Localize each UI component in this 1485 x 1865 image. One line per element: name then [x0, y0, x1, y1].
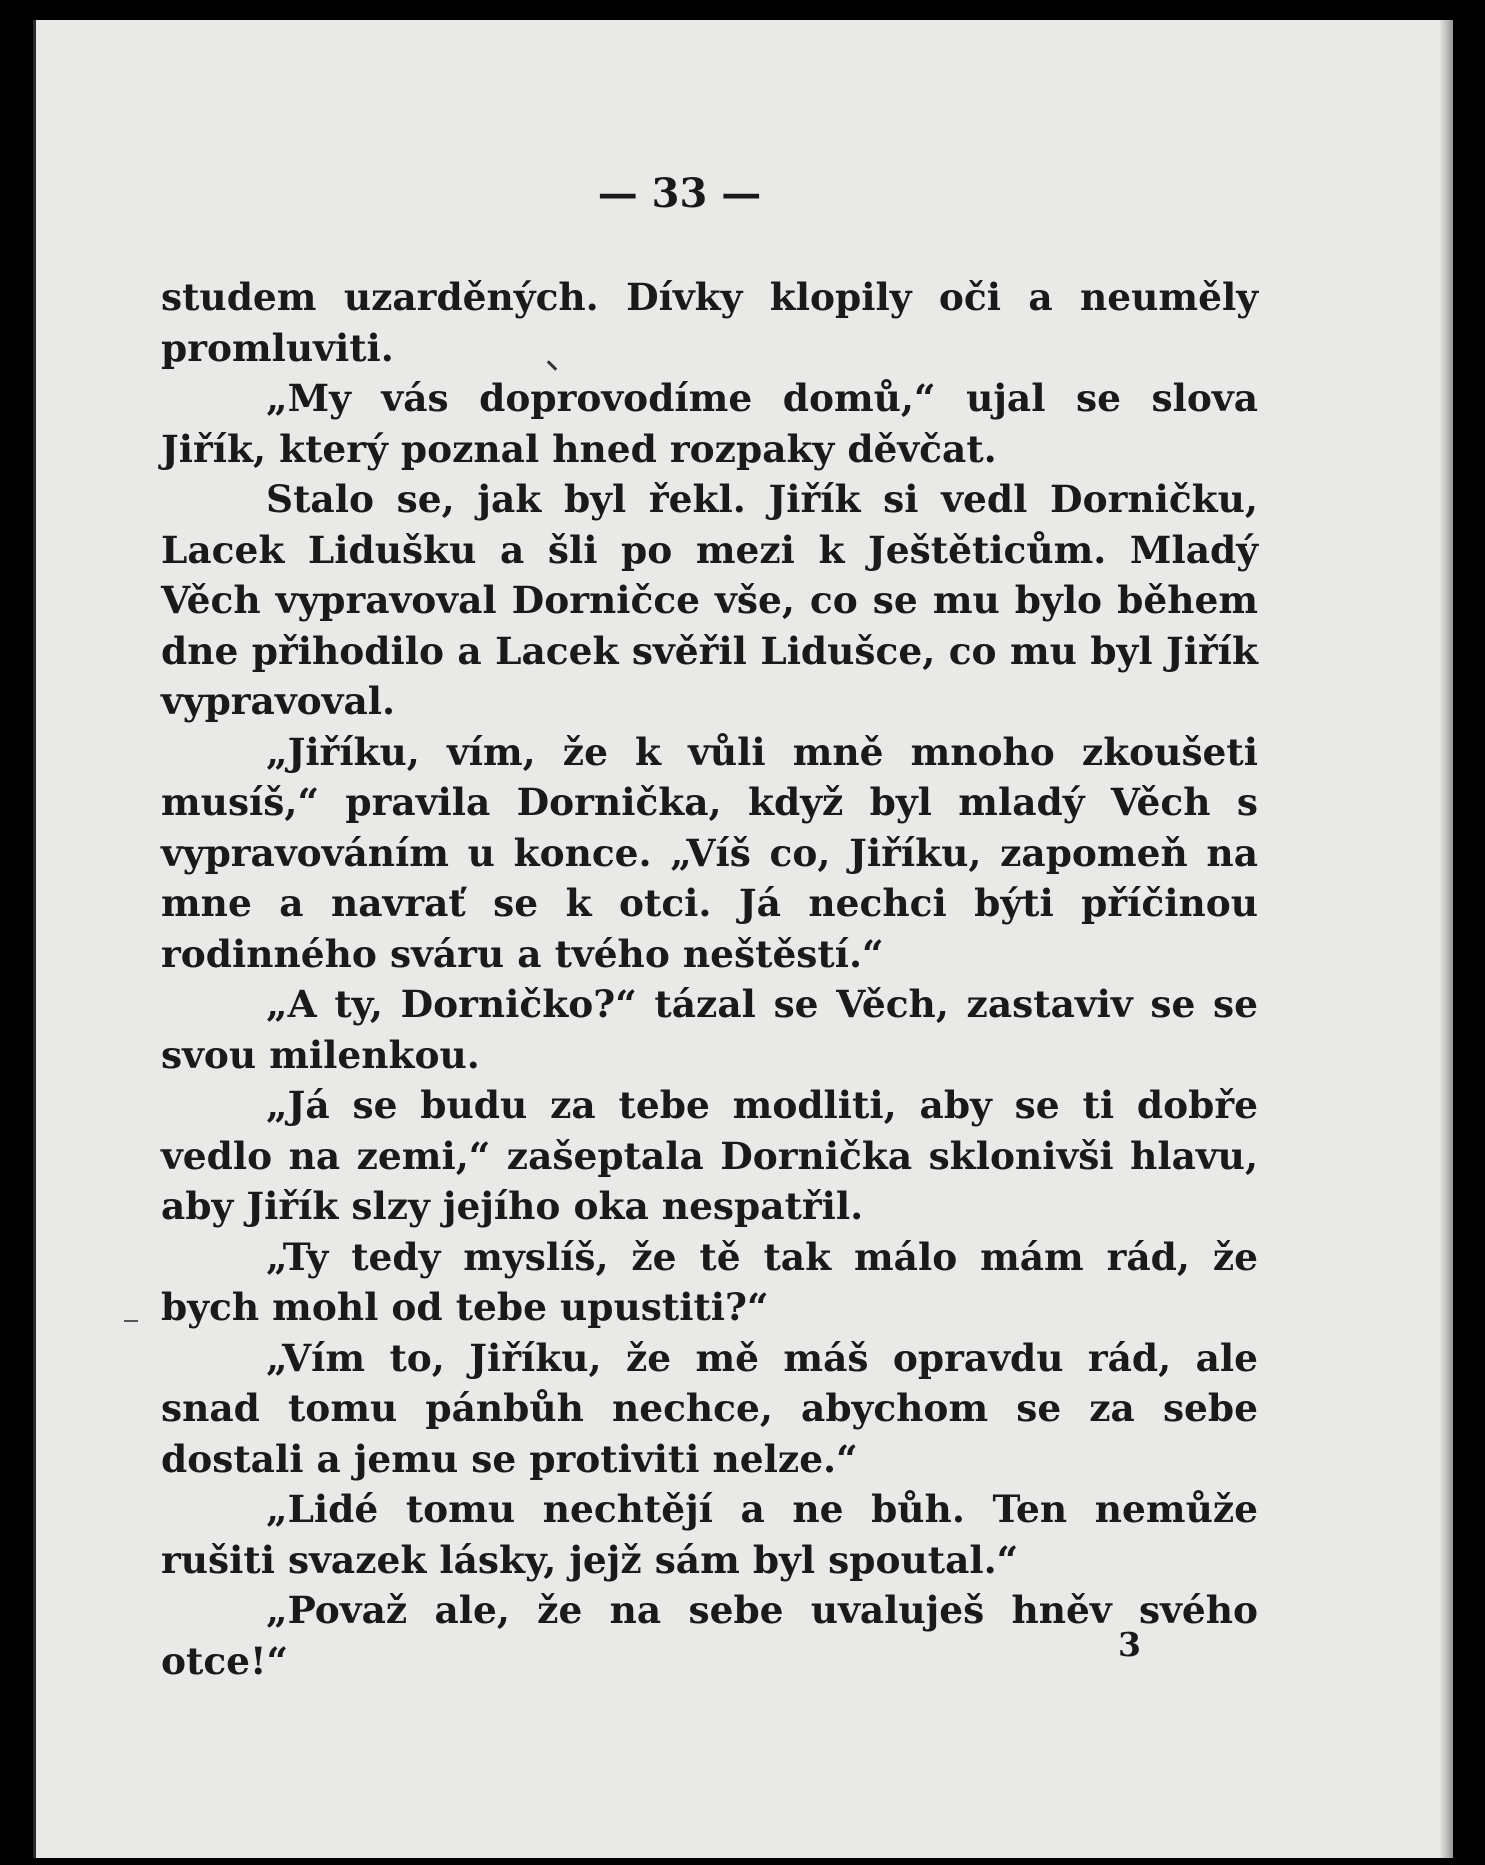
body-text — [161, 272, 1258, 1686]
book-page — [33, 20, 1453, 1858]
paragraph: studem uzarděných. Dívky klopily oči a neuměly promluviti. — [161, 275, 1258, 370]
paragraph: „My vás doprovodíme domů,“ ujal se slova Jiřík, který poznal hned rozpaky děvčat. — [161, 376, 1258, 471]
paragraph: Stalo se, jak byl řekl. Jiřík si vedl Dorničku, Lacek Lidušku a šli po mezi k Ještěticům. Mladý Věch vypravoval Dorničce vše, co se mu bylo během dne přihodilo a Lacek svěřil Lidušce, co mu byl Jiřík vypravoval. — [161, 477, 1258, 723]
signature-mark: 3 — [1118, 1625, 1141, 1664]
paragraph: „Já se budu za tebe modliti, aby se ti dobře vedlo na zemi,“ zašeptala Dornička sklonivši hlavu, aby Jiřík slzy jejího oka nespatřil. — [161, 1083, 1258, 1228]
paragraph: „Považ ale, že na sebe uvaluješ hněv svého otce!“ — [161, 1588, 1258, 1683]
page-header-number: — 33 — — [597, 170, 762, 217]
paragraph: „Jiříku, vím, že k vůli mně mnoho zkoušeti musíš,“ pravila Dornička, když byl mladý Věch s vypravováním u konce. „Víš co, Jiříku, zapomeň na mne a navrať se k otci. Já nechci býti příčinou rodinného sváru a tvého neštěstí.“ — [161, 729, 1258, 976]
paragraph: „A ty, Dorničko?“ tázal se Věch, zastaviv se se svou milenkou. — [161, 982, 1258, 1077]
paragraph: „Vím to, Jiříku, že mě máš opravdu rád, ale snad tomu pánbůh nechce, abychom se za sebe dostali a jemu se protiviti nelze.“ — [161, 1335, 1258, 1481]
paragraph: „Lidé tomu nechtějí a ne bůh. Ten nemůže rušiti svazek lásky, jejž sám byl spoutal.“ — [161, 1487, 1258, 1582]
paragraph: „Ty tedy myslíš, že tě tak málo mám rád, že bych mohl od tebe upustiti?“ — [161, 1234, 1258, 1329]
print-speck — [124, 1320, 138, 1322]
page-edge-shadow — [1439, 20, 1453, 1858]
